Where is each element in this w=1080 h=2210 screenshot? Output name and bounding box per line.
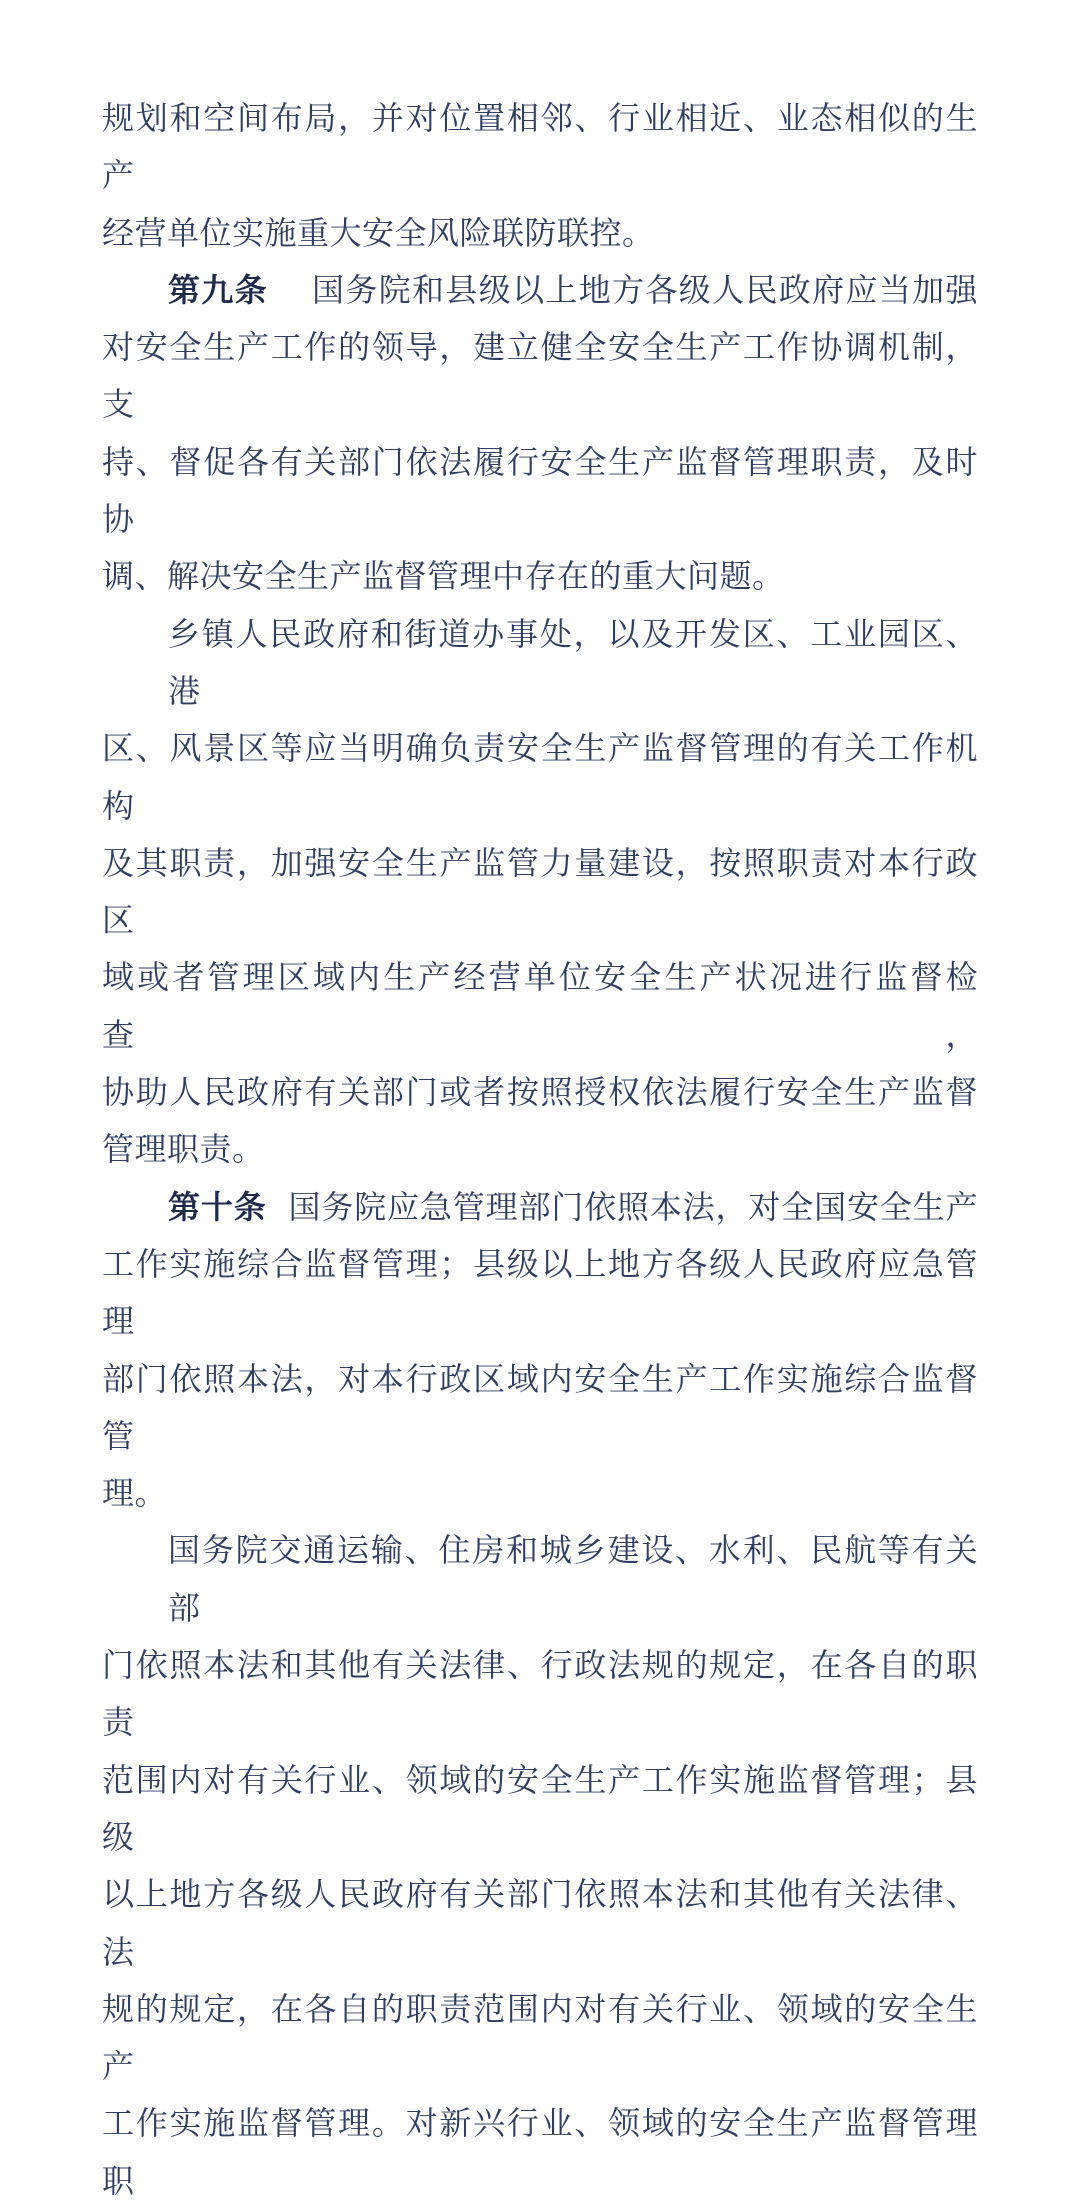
text-line: 区、风景区等应当明确负责安全生产监督管理的有关工作机构 [102, 729, 978, 825]
paragraph-continuation [102, 90, 978, 262]
paragraph-township [102, 606, 978, 1179]
text-line: 工作实施综合监督管理；县级以上地方各级人民政府应急管理 [102, 1244, 978, 1341]
article-10-label: 第十条 [168, 1187, 267, 1226]
paragraph-article-9 [102, 262, 978, 606]
text-line: 范围内对有关行业、领域的安全生产工作实施监督管理；县级 [102, 1760, 978, 1856]
article-9-label: 第九条 [168, 270, 269, 309]
text-line: 域或者管理区域内生产经营单位安全生产状况进行监督检查， [102, 958, 978, 1054]
text-line: 持、督促各有关部门依法履行安全生产监督管理职责，及时协 [102, 442, 978, 539]
text-line: 对安全生产工作的领导，建立健全安全生产工作协调机制，支 [102, 328, 978, 424]
text-line: 国务院交通运输、住房和城乡建设、水利、民航等有关部 [168, 1531, 978, 1627]
text-line: 规的规定，在各自的职责范围内对有关行业、领域的安全生产 [102, 1989, 978, 2086]
text-line [102, 262, 978, 319]
text-line [102, 1179, 978, 1236]
text-line: 理。 [102, 1474, 168, 1513]
text-line: 经营单位实施重大安全风险联防联控。 [102, 213, 655, 252]
text-line: 协助人民政府有关部门或者按照授权依法履行安全生产监督 [102, 1073, 978, 1112]
text-line: 管理职责。 [102, 1130, 265, 1169]
text-line: 部门依照本法，对本行政区域内安全生产工作实施综合监督管 [102, 1359, 978, 1455]
article-10-opening-text: 国务院应急管理部门依照本法，对全国安全生产 [288, 1187, 978, 1226]
text-line: 及其职责，加强安全生产监管力量建设，按照职责对本行政区 [102, 843, 978, 940]
paragraph-departments [102, 1522, 978, 2210]
text-line: 规划和空间布局，并对位置相邻、行业相近、业态相似的生产 [102, 99, 978, 195]
text-line: 以上地方各级人民政府有关部门依照本法和其他有关法律、法 [102, 1875, 978, 1971]
paragraph-article-10 [102, 1179, 978, 1523]
article-9-opening-text: 国务院和县级以上地方各级人民政府应当加强 [312, 270, 978, 309]
text-line: 门依照本法和其他有关法律、行政法规的规定，在各自的职责 [102, 1646, 978, 1742]
document-text-block [102, 90, 978, 2210]
text-line: 工作实施监督管理。对新兴行业、领域的安全生产监督管理职 [102, 2104, 978, 2200]
text-line: 调、解决安全生产监督管理中存在的重大问题。 [102, 557, 785, 596]
text-line: 乡镇人民政府和街道办事处，以及开发区、工业园区、港 [168, 614, 978, 710]
